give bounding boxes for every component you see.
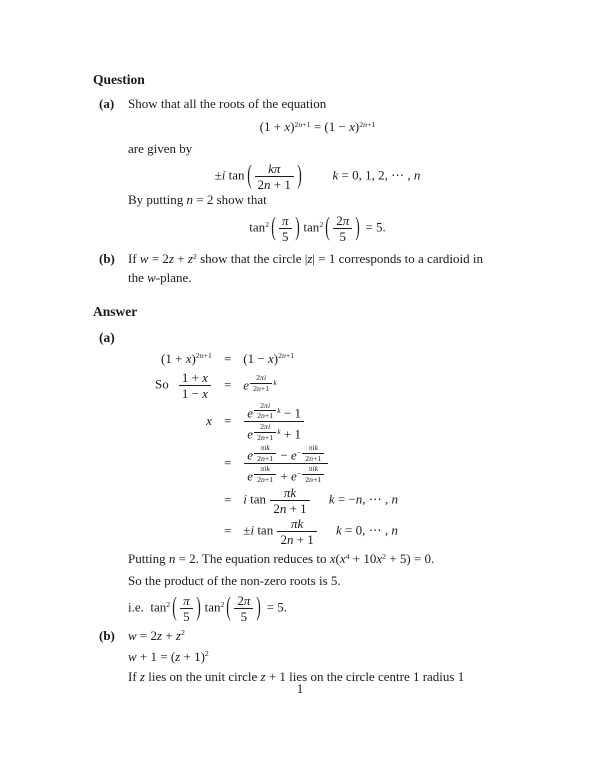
eq-row-rhs: ±i tan $\frac{\pi k}{2n + 1}$ k = 0, ⋯ , n — [243, 515, 398, 547]
question-heading: Question — [93, 72, 145, 87]
question-b-line2: the w-plane. — [128, 269, 192, 285]
question-b-line1: If w = 2z + z2 show that the circle |z| = 1 corresponds to a cardioid in — [128, 250, 484, 266]
answer-ie-line: i.e. tan2 ( $\frac{\pi}{5}$ ) tan2 ( $\frac{2\pi}{5}$ ) = 5. — [128, 592, 287, 624]
eq-row-lhs: So $\frac{1 + x}{1 - x}$ — [155, 371, 212, 400]
answer-a-conclusion — [128, 550, 507, 623]
question-a-putting: By putting n = 2 show that — [128, 192, 267, 208]
eq-row-relation: = — [223, 350, 232, 366]
answer-a-label: (a) — [99, 330, 115, 346]
question-item-b — [93, 250, 507, 288]
eq-row-rhs: e $\frac{2\pi i}{2n+1}$ k − 1 e $\frac{2\pi i}{2n+1}$ k + 1 — [243, 402, 305, 442]
question-item-a — [93, 95, 507, 243]
page-number: 1 — [296, 681, 304, 696]
answer-aligned-equations — [155, 350, 507, 546]
question-a-given-by: are given by — [128, 141, 193, 157]
eq-row-relation: = — [223, 492, 232, 508]
eq-row-relation: = — [223, 376, 232, 392]
item-b-label: (b) — [99, 250, 115, 266]
equation-roots: (1 + x)2n+1 = (1 − x)2n+1 — [259, 119, 376, 135]
equation-pm-i-tan: ±i tan ( $\frac{k\pi}{2n + 1}$ ) k = 0, 1, 2, ⋯ , n — [214, 161, 421, 193]
eq-row-rhs: e $\frac{2\pi i}{2n+1}$ k — [243, 373, 277, 394]
answer-putting-line: Putting n = 2. The equation reduces to x(x4 + 10x2 + 5) = 0. — [128, 550, 435, 566]
answer-b-line1: w = 2z + z2 — [128, 627, 185, 643]
answer-b-line2: w + 1 = (z + 1)2 — [128, 648, 209, 664]
eq-row-rhs: (1 − x)2n+1 — [243, 350, 295, 366]
eq-row-rhs: i tan $\frac{\pi k}{2n + 1}$ k = −n, ⋯ , n — [243, 484, 399, 516]
eq-row-lhs: x — [206, 413, 212, 429]
answer-b-line3: If z lies on the unit circle z + 1 lies on the circle centre 1 radius 1 — [128, 669, 465, 685]
eq-row-rhs: e πik 2n+1 − e− πik 2n+1 e πik 2n+1 + e− πik 2n+1 — [243, 444, 329, 484]
eq-row-lhs: (1 + x)2n+1 — [161, 350, 212, 366]
item-a-label: (a) — [99, 95, 115, 111]
eq-row-relation: = — [223, 523, 232, 539]
eq-row-relation: = — [223, 413, 232, 429]
equation-tan-squared: tan2 ( $\frac{\pi}{5}$ ) tan2 ( $\frac{2\pi}{5}$ ) = 5. — [249, 212, 386, 244]
eq-row-relation: = — [223, 455, 232, 471]
answer-heading: Answer — [93, 303, 138, 319]
answer-item-b — [93, 627, 507, 688]
answer-b-label: (b) — [99, 627, 115, 643]
answer-product-line: So the product of the non-zero roots is 5. — [128, 572, 341, 588]
question-a-intro: Show that all the roots of the equation — [128, 95, 327, 111]
